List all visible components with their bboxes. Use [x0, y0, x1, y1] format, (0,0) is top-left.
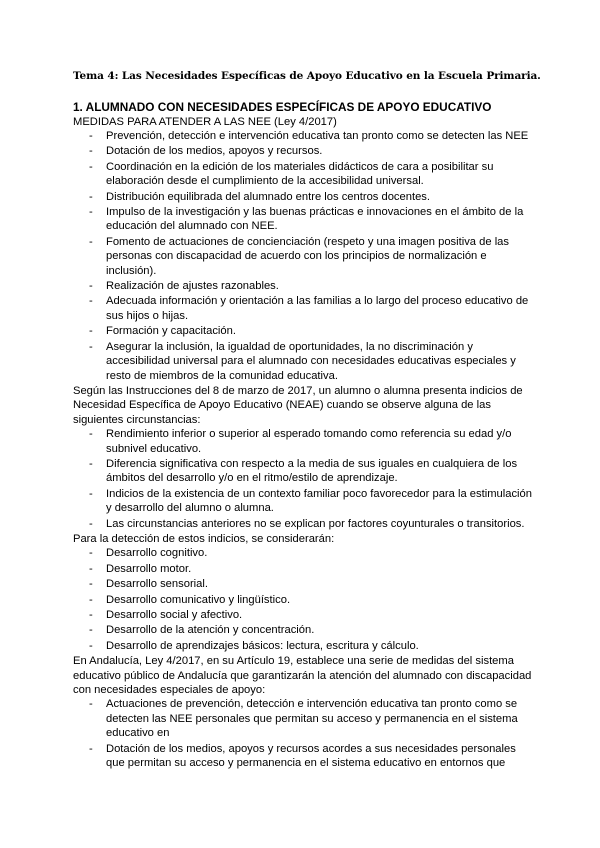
- list-item: - Rendimiento inferior o superior al esperado tomando como referencia su edad y/o subnivel educativo.: [73, 427, 533, 456]
- list-item: - Desarrollo de aprendizajes básicos: lectura, escritura y cálculo.: [73, 639, 533, 653]
- list-item: - Asegurar la inclusión, la igualdad de oportunidades, la no discriminación y accesibilidad universal para el alumnado con necesidades educativas especiales y resto de miembros de la comunidad educativa.: [73, 340, 533, 383]
- list-item: - Desarrollo cognitivo.: [73, 546, 533, 560]
- deteccion-list: [73, 546, 533, 653]
- paragraph-deteccion: Para la detección de estos indicios, se considerarán:: [73, 532, 335, 545]
- list-item: - Dotación de los medios, apoyos y recursos acordes a sus necesidades personales que permitan su acceso y permanencia en el sistema educativo en entornos que: [73, 742, 533, 771]
- andalucia-list: [73, 697, 533, 770]
- list-item: - Desarrollo de la atención y concentración.: [73, 623, 533, 637]
- list-item: - Diferencia significativa con respecto a la media de sus iguales en cualquiera de los ámbitos del desarrollo y/o en el ritmo/estilo de aprendizaje.: [73, 457, 533, 486]
- list-item: - Indicios de la existencia de un contexto familiar poco favorecedor para la estimulación y desarrollo del alumno o alumna.: [73, 487, 533, 516]
- list-item: - Dotación de los medios, apoyos y recursos.: [73, 144, 533, 158]
- list-item: - Desarrollo social y afectivo.: [73, 608, 533, 622]
- section-subheading: MEDIDAS PARA ATENDER A LAS NEE (Ley 4/2017): [73, 115, 337, 128]
- list-item: - Fomento de actuaciones de concienciación (respeto y una imagen positiva de las personas con discapacidad de acuerdo con los principios de normalización e inclusión).: [73, 235, 533, 278]
- section-heading: 1. ALUMNADO CON NECESIDADES ESPECÍFICAS DE APOYO EDUCATIVO: [73, 100, 492, 114]
- list-item: - Las circunstancias anteriores no se explican por factores coyunturales o transitorios.: [73, 517, 533, 531]
- paragraph-indicios: Según las Instrucciones del 8 de marzo de 2017, un alumno o alumna presenta indicios de Necesidad Específica de Apoyo Educativo (NEAE) cuando se observe alguna de las siguientes circunstancias:: [73, 384, 523, 426]
- document-body: [73, 100, 533, 771]
- list-item: - Prevención, detección e intervención educativa tan pronto como se detecten las NEE: [73, 129, 533, 143]
- list-item: - Desarrollo motor.: [73, 562, 533, 576]
- indicios-list: [73, 427, 533, 531]
- paragraph-andalucia: En Andalucía, Ley 4/2017, en su Artículo 19, establece una serie de medidas del sistema educativo público de Andalucía que garantizarán la atención del alumnado con discapacidad con necesidades especiales de apoyo:: [73, 655, 532, 697]
- document-title: Tema 4: Las Necesidades Específicas de Apoyo Educativo en la Escuela Primaria.: [73, 70, 541, 82]
- list-item: - Desarrollo sensorial.: [73, 577, 533, 591]
- list-item: - Formación y capacitación.: [73, 324, 533, 338]
- measures-list: [73, 129, 533, 383]
- list-item: - Realización de ajustes razonables.: [73, 279, 533, 293]
- list-item: - Desarrollo comunicativo y lingüístico.: [73, 593, 533, 607]
- list-item: - Impulso de la investigación y las buenas prácticas e innovaciones en el ámbito de la educación del alumnado con NEE.: [73, 205, 533, 234]
- list-item: - Adecuada información y orientación a las familias a lo largo del proceso educativo de sus hijos o hijas.: [73, 294, 533, 323]
- list-item: - Actuaciones de prevención, detección e intervención educativa tan pronto como se detecten las NEE personales que permitan su acceso y permanencia en el sistema educativo en: [73, 697, 533, 740]
- list-item: - Distribución equilibrada del alumnado entre los centros docentes.: [73, 190, 533, 204]
- list-item: - Coordinación en la edición de los materiales didácticos de cara a posibilitar su elaboración desde el cumplimiento de la accesibilidad universal.: [73, 160, 533, 189]
